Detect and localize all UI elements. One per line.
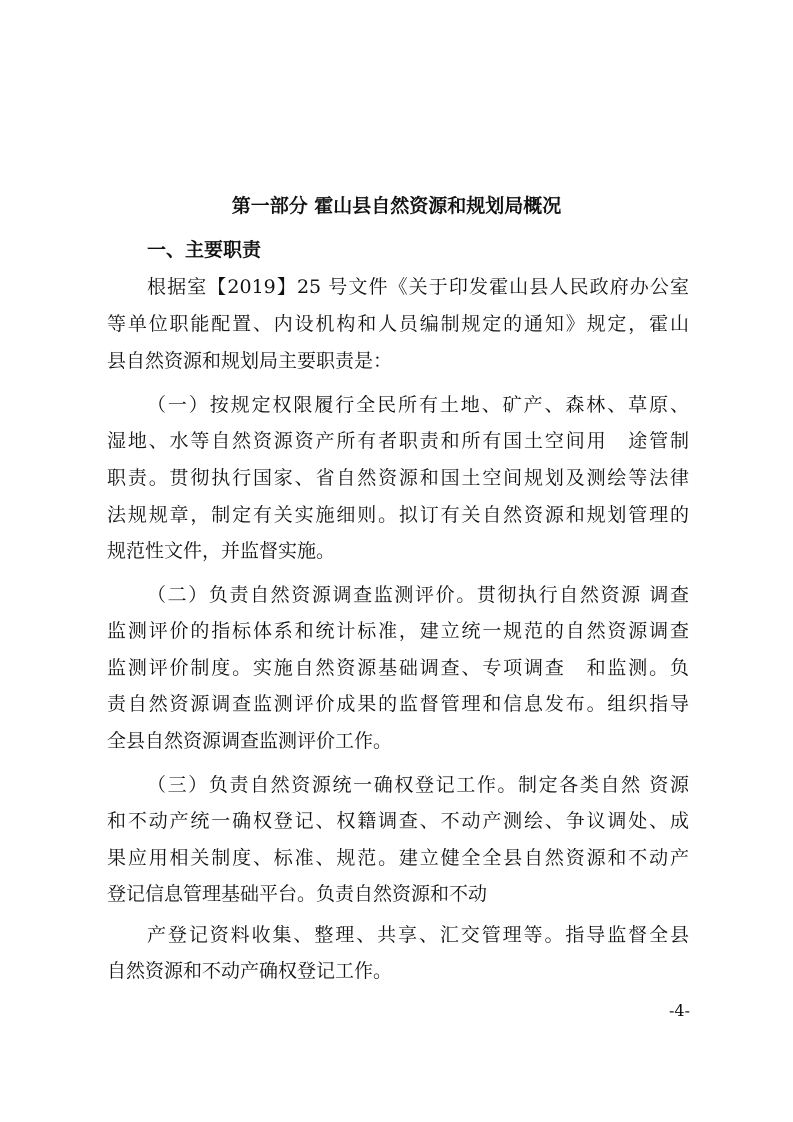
body-line: 湿地、水等自然资源资产所有者职责和所有国土空间用 途管制 [107, 430, 689, 452]
body-line: （二）负责自然资源调查监测评价。贯彻执行自然资源 调查 [147, 584, 689, 606]
section-heading: 一、主要职责 [147, 239, 262, 261]
body-line: 果应用相关制度、标准、规范。建立健全全县自然资源和不动产 [107, 847, 689, 869]
body-line: 产登记资料收集、整理、共享、汇交管理等。指导监督全县 [147, 924, 689, 946]
body-line: 规范性文件，并监督实施。 [107, 540, 336, 562]
body-line: 法规规章，制定有关实施细则。拟订有关自然资源和规划管理的 [107, 504, 689, 526]
body-line: （三）负责自然资源统一确权登记工作。制定各类自然 资源 [147, 774, 689, 796]
body-line: （一）按规定权限履行全民所有土地、矿产、森林、草原、 [147, 394, 689, 416]
page-number: -4- [669, 1001, 690, 1020]
body-line: 等单位职能配置、内设机构和人员编制规定的通知》规定，霍山 [107, 313, 689, 335]
body-line: 根据室【2019】25 号文件《关于印发霍山县人民政府办公室 [147, 276, 689, 298]
page-title: 第一部分 霍山县自然资源和规划局概况 [231, 195, 562, 217]
body-line: 自然资源和不动产确权登记工作。 [107, 960, 393, 982]
body-line: 监测评价的指标体系和统计标准，建立统一规范的自然资源调查 [107, 620, 689, 642]
body-line: 职责。贯彻执行国家、省自然资源和国土空间规划及测绘等法律 [107, 467, 689, 489]
body-line: 县自然资源和规划局主要职责是： [107, 350, 393, 372]
body-line: 责自然资源调查监测评价成果的监督管理和信息发布。组织指导 [107, 693, 689, 715]
body-line: 和不动产统一确权登记、权籍调查、不动产测绘、争议调处、成 [107, 810, 689, 832]
body-line: 监测评价制度。实施自然资源基础调查、专项调查 和监测。负 [107, 657, 689, 679]
body-line: 登记信息管理基础平台。负责自然资源和不动 [107, 883, 488, 905]
body-line: 全县自然资源调查监测评价工作。 [107, 730, 393, 752]
